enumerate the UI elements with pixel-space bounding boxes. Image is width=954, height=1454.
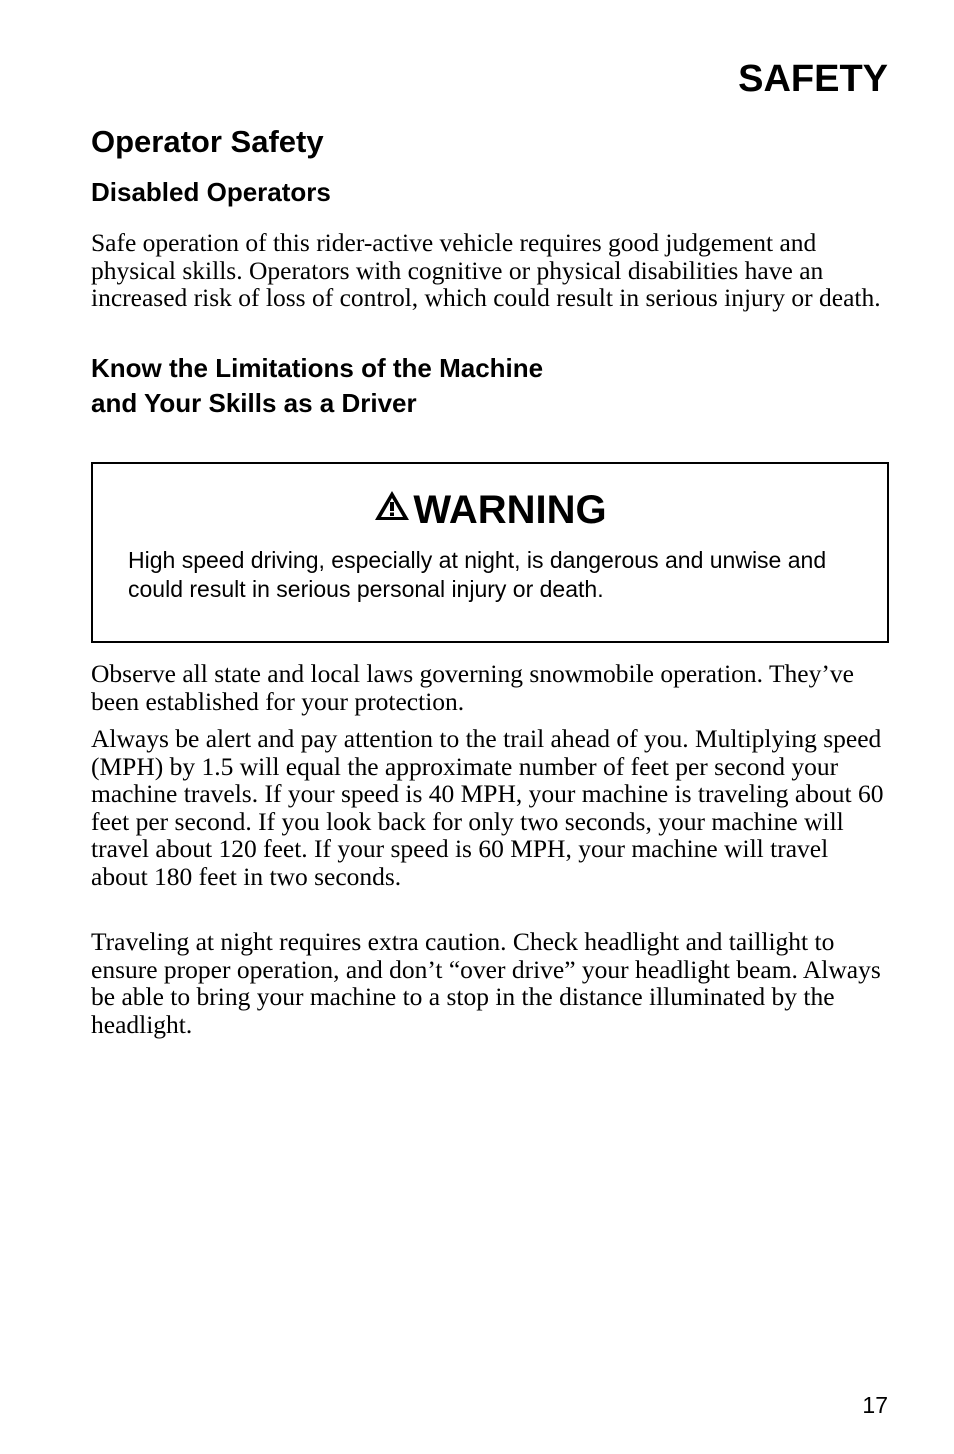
warning-triangle-icon xyxy=(373,485,411,533)
alert-paragraph: Always be alert and pay attention to the trail ahead of you. Multiplying speed (MPH) by 1.5 will equal the approximate number of feet per second your machine travels. If your speed is 40 MPH, your machine is traveling about 60 feet per second. If you look back for only two seconds, your machine will travel about 120 feet. If your speed is 60 MPH, your machine will travel about 180 feet in two seconds. xyxy=(91,724,884,891)
disabled-operators-paragraph: Safe operation of this rider-active vehicle requires good judgement and physical skills. Operators with cognitive or physical disabilities have an increased risk of loss of control, which could result in serious injury or death. xyxy=(91,228,881,313)
warning-box xyxy=(91,462,889,643)
section-header: SAFETY xyxy=(738,58,888,100)
disabled-operators-heading: Disabled Operators xyxy=(91,177,331,207)
warning-text: High speed driving, especially at night, is dangerous and unwise and could result in serious personal injury or death. xyxy=(128,547,827,602)
page-number: 17 xyxy=(862,1392,888,1418)
warning-title xyxy=(93,486,887,534)
limitations-heading xyxy=(91,351,543,421)
laws-paragraph: Observe all state and local laws governing snowmobile operation. They’ve been established for your protection. xyxy=(91,659,854,716)
limitations-heading-line2: and Your Skills as a Driver xyxy=(91,388,417,418)
warning-title-text: WARNING xyxy=(413,488,607,532)
operator-safety-title: Operator Safety xyxy=(91,124,324,159)
limitations-heading-line1: Know the Limitations of the Machine xyxy=(91,353,544,383)
night-paragraph: Traveling at night requires extra caution. Check headlight and taillight to ensure proper operation, and don’t “over drive” your headlight beam. Always be able to bring your machine to a stop in the distance illuminated by the headlight. xyxy=(91,927,881,1039)
